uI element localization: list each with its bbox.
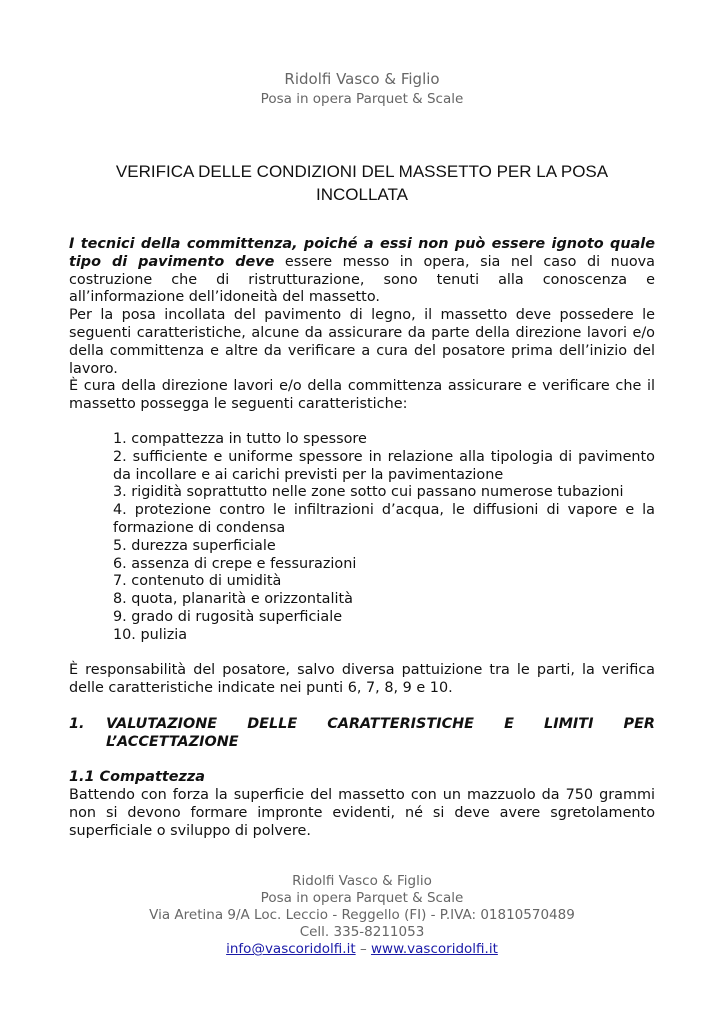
- letterhead-tagline: Posa in opera Parquet & Scale: [260, 91, 464, 107]
- section-number: 1.: [69, 715, 85, 732]
- document-title-line-2: INCOLLATA: [316, 185, 408, 204]
- footer-company: Ridolfi Vasco & Figlio: [292, 873, 432, 889]
- paragraph-cura: È cura della direzione lavori e/o della committenza assicurare e verificare che il massetto possegga le seguenti caratteristiche:: [69, 378, 655, 413]
- footer-phone: Cell. 335-8211053: [299, 924, 425, 940]
- section-title-line-2: L’ACCETTAZIONE: [106, 733, 239, 750]
- list-item: 6. assenza di crepe e fessurazioni: [113, 555, 357, 572]
- list-item: 5. durezza superficiale: [113, 537, 276, 554]
- section-title-line-1: VALUTAZIONE DELLE CARATTERISTICHE E LIMITI PER: [106, 715, 655, 732]
- email-link[interactable]: info@vascoridolfi.it: [226, 941, 356, 957]
- list-item: 10. pulizia: [113, 626, 188, 643]
- intro-text: essere messo in opera, sia nel caso di nuova costruzione che di ristrutturazione, sono tenuti alla conoscenza e all’informazione dell’idoneità del massetto.: [69, 253, 655, 306]
- document-title: [88, 160, 636, 206]
- footer: [0, 873, 724, 958]
- footer-address: Via Aretina 9/A Loc. Leccio - Reggello (FI) - P.IVA: 01810570489: [149, 907, 575, 923]
- footer-tagline: Posa in opera Parquet & Scale: [260, 890, 464, 906]
- list-item: 8. quota, planarità e orizzontalità: [113, 591, 353, 608]
- intro-emphasis: I tecnici della committenza, poiché a essi non può essere ignoto quale tipo di pavimento deve: [69, 236, 655, 270]
- list-item: 9. grado di rugosità superficiale: [113, 608, 343, 625]
- letterhead-company: Ridolfi Vasco & Figlio: [284, 70, 440, 88]
- list-item: 7. contenuto di umidità: [113, 573, 282, 590]
- paragraph-responsabilita: È responsabilità del posatore, salvo diversa pattuizione tra le parti, la verifica delle caratteristiche indicate nei punti 6, 7, 8, 9 e 10.: [69, 662, 655, 697]
- website-link[interactable]: www.vascoridolfi.it: [370, 941, 498, 957]
- section-heading: [69, 716, 655, 734]
- intro-paragraph: [69, 236, 655, 307]
- footer-separator: –: [359, 941, 367, 957]
- footer-links: [0, 941, 724, 958]
- subsection-text: Battendo con forza la superficie del massetto con un mazzuolo da 750 grammi non si devono formare impronte evidenti, né si deve avere sgretolamento superficiale o sviluppo di polvere.: [69, 786, 655, 839]
- subsection-heading: 1.1 Compattezza: [69, 769, 205, 786]
- list-item: 4. protezione contro le infiltrazioni d’acqua, le diffusioni di vapore e la formazione di condensa: [113, 502, 655, 536]
- requirements-list: [69, 431, 655, 645]
- document-body: [69, 236, 655, 840]
- document-title-line-1: VERIFICA DELLE CONDIZIONI DEL MASSETTO PER LA POSA: [115, 162, 609, 181]
- list-item: 1. compattezza in tutto lo spessore: [113, 430, 367, 447]
- list-item: 3. rigidità soprattutto nelle zone sotto cui passano numerose tubazioni: [113, 484, 624, 501]
- paragraph-posa: Per la posa incollata del pavimento di legno, il massetto deve possedere le seguenti caratteristiche, alcune da assicurare da parte della direzione lavori e/o della committenza e altre da verificare a cura del posatore prima dell’inizio del lavoro.: [69, 307, 655, 377]
- letterhead: [0, 68, 724, 108]
- list-item: 2. sufficiente e uniforme spessore in relazione alla tipologia di pavimento da incollare e ai carichi previsti per la pavimentazione: [113, 448, 655, 483]
